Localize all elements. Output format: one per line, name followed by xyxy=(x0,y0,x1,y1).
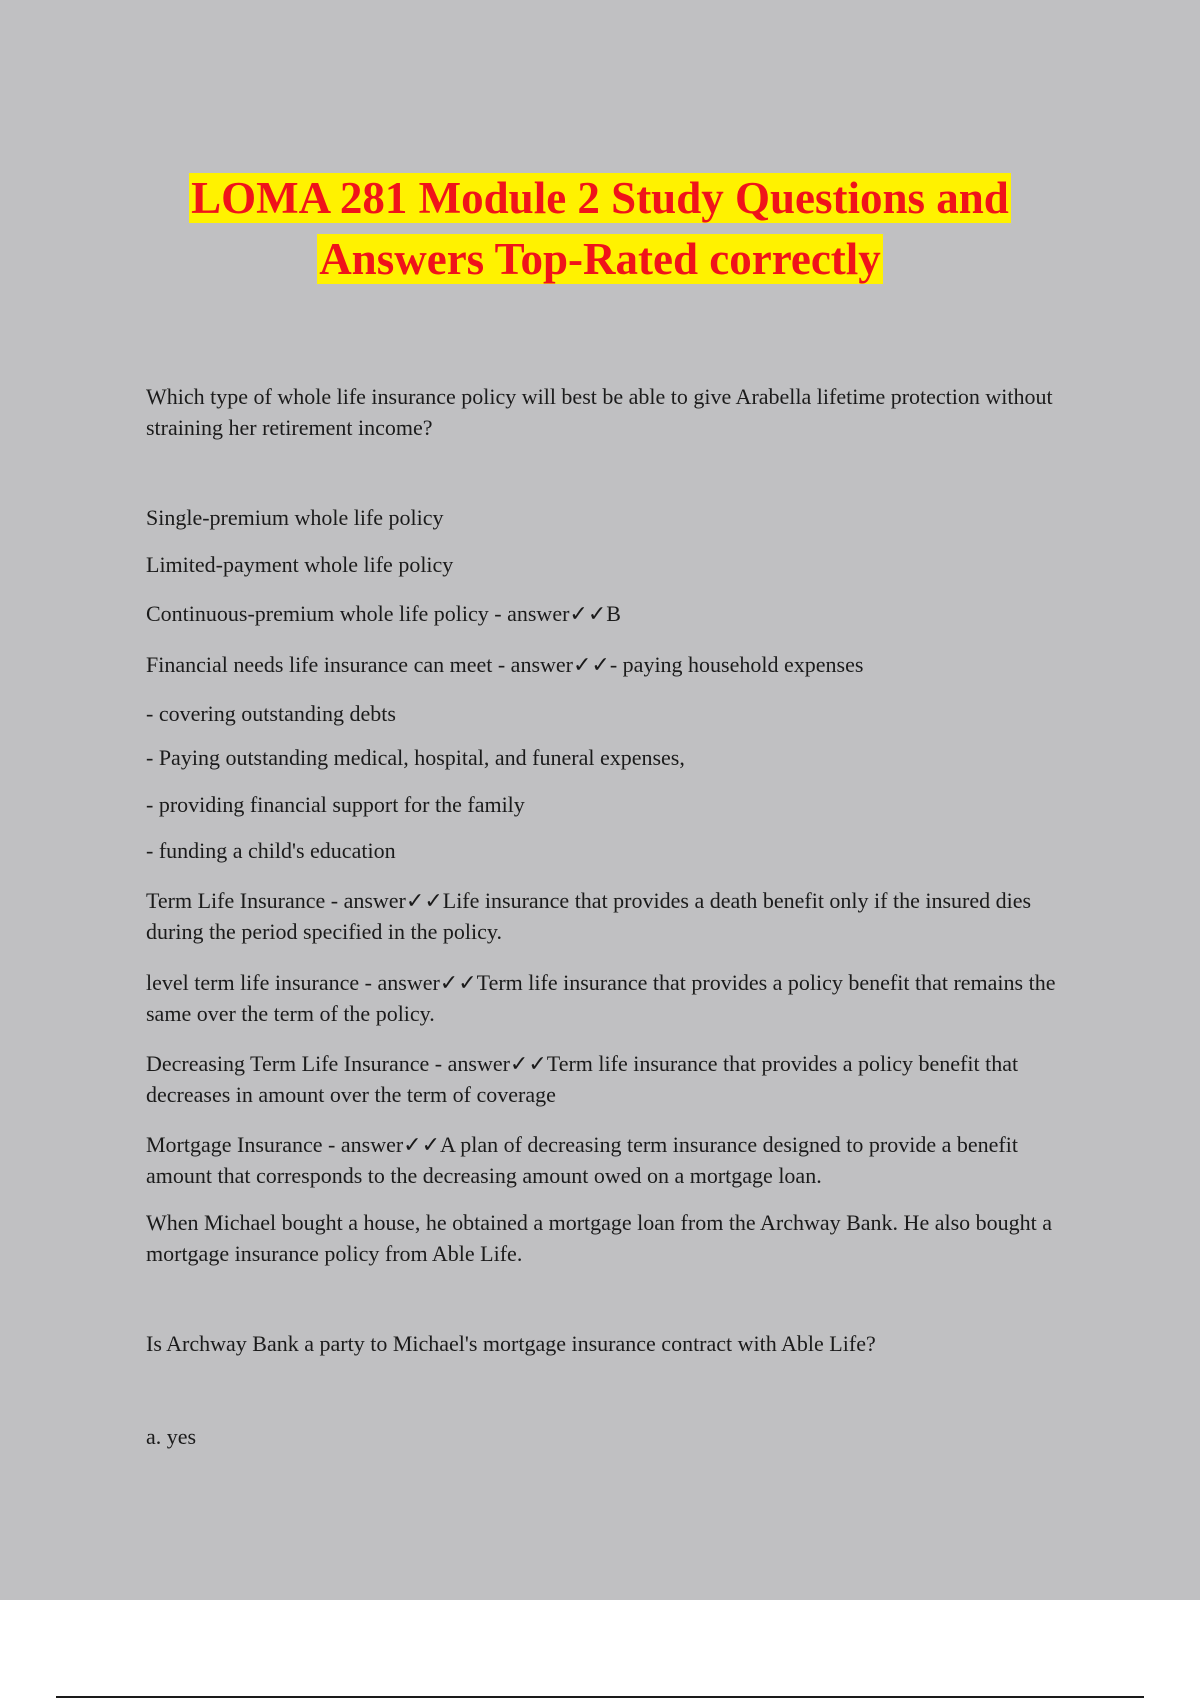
mortgage-insurance-definition: Mortgage Insurance - answer✓✓A plan of decreasing term insurance designed to provide a benefit amount that corresponds to the decreasing amount owed on a mortgage loan. xyxy=(146,1132,1018,1188)
list-item-debts: - covering outstanding debts xyxy=(146,701,396,726)
option-continuous-premium: Continuous-premium whole life policy - answer✓✓B xyxy=(146,601,621,626)
answer-option-a: a. yes xyxy=(146,1424,197,1449)
footer-rule xyxy=(56,1696,1144,1698)
financial-needs-answer: Financial needs life insurance can meet - answer✓✓- paying household expenses xyxy=(146,652,864,677)
option-single-premium: Single-premium whole life policy xyxy=(146,505,444,530)
document-title xyxy=(0,168,1200,290)
question-arabella: Which type of whole life insurance policy will best be able to give Arabella lifetime protection without straining her retirement income? xyxy=(146,384,1053,440)
decreasing-term-definition: Decreasing Term Life Insurance - answer✓✓Term life insurance that provides a policy benefit that decreases in amount over the term of coverage xyxy=(146,1051,1019,1107)
level-term-definition: level term life insurance - answer✓✓Term life insurance that provides a policy benefit that remains the same over the term of the policy. xyxy=(146,970,1056,1026)
title-line-1: LOMA 281 Module 2 Study Questions and xyxy=(191,173,1009,223)
option-limited-payment: Limited-payment whole life policy xyxy=(146,552,454,577)
title-line-2: Answers Top-Rated correctly xyxy=(319,234,881,284)
michael-scenario: When Michael bought a house, he obtained a mortgage loan from the Archway Bank. He also bought a mortgage insurance policy from Able Life. xyxy=(146,1210,1053,1266)
list-item-medical: - Paying outstanding medical, hospital, and funeral expenses, xyxy=(146,745,685,770)
list-item-education: - funding a child's education xyxy=(146,838,396,863)
term-life-definition: Term Life Insurance - answer✓✓Life insurance that provides a death benefit only if the insured dies during the period specified in the policy. xyxy=(146,888,1032,944)
list-item-family-support: - providing financial support for the family xyxy=(146,792,525,817)
question-archway-bank: Is Archway Bank a party to Michael's mortgage insurance contract with Able Life? xyxy=(146,1331,876,1356)
